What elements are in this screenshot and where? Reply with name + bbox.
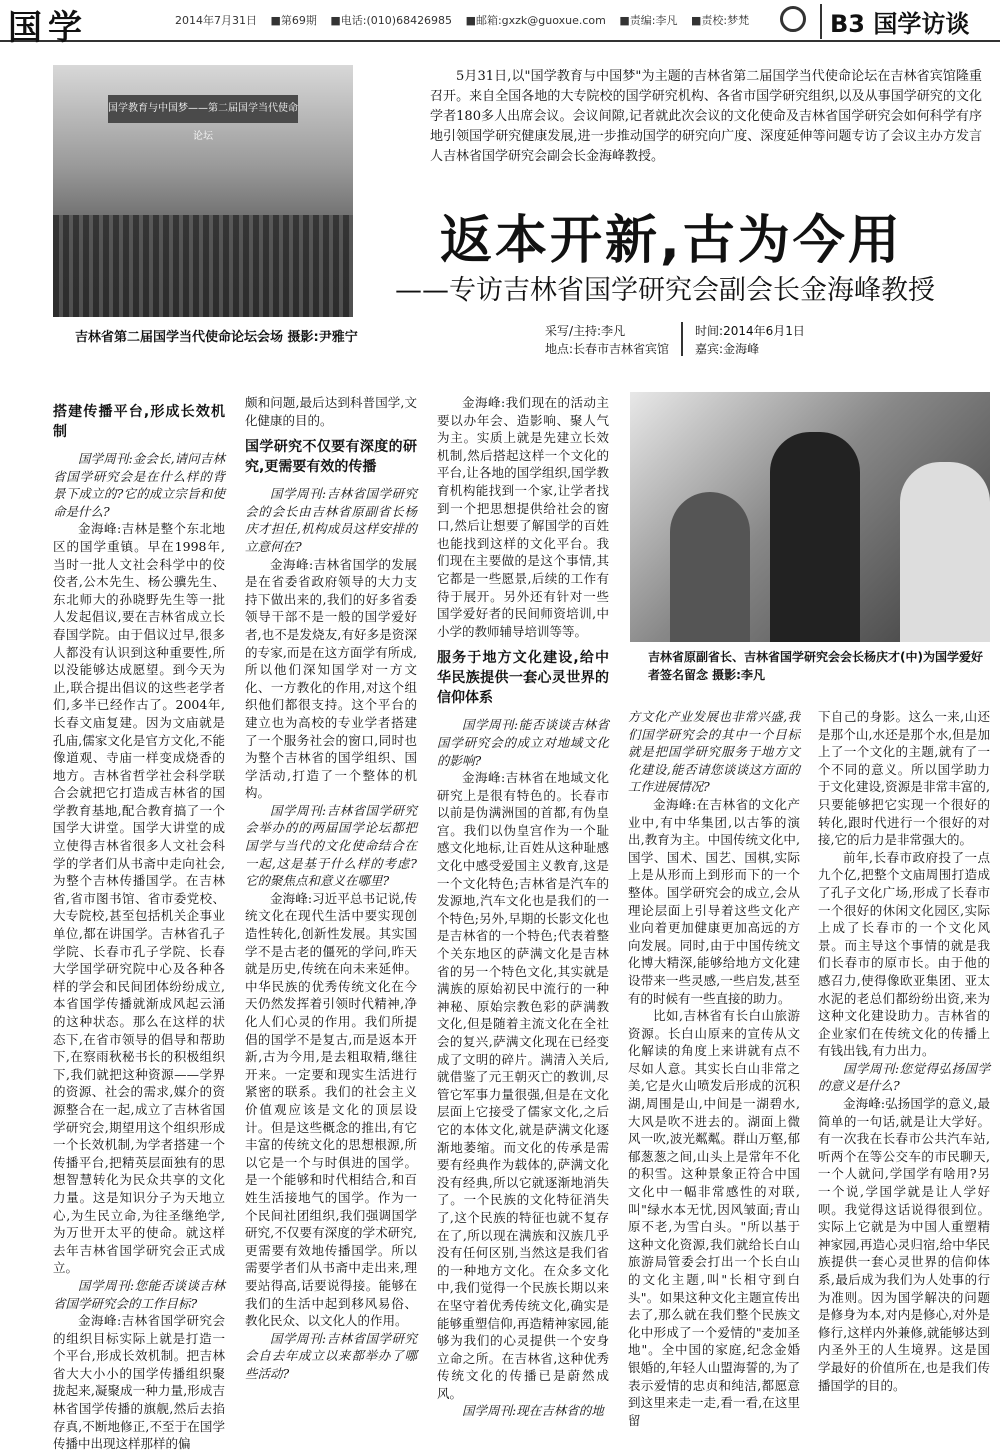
proofreader-credit: ■责校:梦梵 (691, 14, 750, 27)
continued-text: 颇和问题,最后达到科普国学,文化健康的目的。 (245, 395, 417, 428)
question: 国学周刊:现在吉林省的地 (462, 1403, 604, 1419)
article-title: 返本开新,古为今用 (440, 211, 903, 271)
question: 国学周刊:吉林省国学研究会举办的的两届国学论坛都把国学与当代的文化使命结合在一起,这是基于什么样的考虑?它的聚焦点和意义在哪里? (245, 802, 417, 889)
article-column-3 (437, 394, 609, 1419)
article-subtitle: ——专访吉林省国学研究会副会长金海峰教授 (395, 275, 935, 306)
answer: 金海峰:吉林省国学研究会的组织目标实际上就是打造一个平台,形成长效机制。把吉林省大大小小的国学传播组织聚拢起来,凝聚成一种力量,形成吉林省国学传播的旗舰,然后去掐存真,不断地修正,不至于在国学传播中出现这样那样的偏 (53, 1313, 225, 1452)
person-silhouette (670, 492, 750, 642)
answer: 金海峰:在吉林省的文化产业中,有中华集团,以古筝的演出,教育为主。中国传统文化中,国学、国术、国艺、国棋,实际上是从形而上到形而下的一个整体。国学研究会的成立,会从理论层面上引导着这些文化产业向着更加健康更加高远的方向发展。同时,由于中国传统文化博大精深,能够给地方文化建设带来一些灵感,一些启发,甚至有的时候有一些直接的助力。 (628, 796, 800, 1006)
contact-email: ■邮箱:gxzk@guoxue.com (465, 14, 606, 27)
header-meta (175, 12, 759, 28)
photo-caption: 吉林省原副省长、吉林省国学研究会会长杨庆才(中)为国学爱好者签名留念 摄影:李凡 (648, 650, 983, 682)
answer: 金海峰:吉林省国学的发展是在省委省政府领导的大力支持下做出来的,我们的好多省委领导干部不是一般的国学爱好者,也不是发烧友,有好多是资深的专家,而是在这方面学有所成,所以他们深知国学对一方文化、一方教化的作用,对这个组织他们都很支持。这个平台的建立也为高校的专业学者搭建了一个服务社会的窗口,同时也为整个吉林省的国学组织、国学活动,打造了一个整体的机构。 (245, 556, 417, 801)
editor-credit: ■责编:李凡 (619, 14, 678, 27)
interview-info (545, 322, 805, 358)
question: 国学周刊:吉林省国学研究会的会长由吉林省原副省长杨庆才担任,机构成员这样安排的立意何在? (245, 486, 417, 554)
photo-banner-text: 国学教育与中国梦——第二届国学当代使命论坛 (108, 95, 298, 123)
answer: 金海峰:吉林是整个东北地区的国学重镇。早在1998年,当时一批人文社会科学中的佼佼者,公木先生、杨公骥先生、东北师大的孙晓野先生等一批人发起倡议,要在吉林省成立长春国学院。由于倡议过早,很多人都没有认识到这种重要性,所以没能够达成愿望。到今天为止,联合提出倡议的这些老学者们,多半已经作古了。2004年,长春文庙复建。因为文庙就是孔庙,儒家文化是官方文化,不能像道观、寺庙一样变成烧香的地方。吉林省哲学社会科学联合会就把它打造成吉林省的国学教育基地,配合教育搞了一个国学大讲堂。国学大讲堂的成立使得吉林省很多人文社会科学的学者们从书斋中走向社会,为整个吉林传播国学。在吉林省,省市图书馆、省市委党校、大专院校,甚至包括机关企事业单位,都在讲国学。吉林省孔子学院、长春市孔子学院、长春大学国学研究院中心及各种各样的学会和民间团体纷纷成立,本省国学传播就渐成风起云涌的这种状态。那么在这样的状态下,在省市领导的倡导和帮助下,在察雨秋秘书长的积极组织下,我们就把这种资源——学界的资源、社会的需求,媒介的资源整合在一起,成立了吉林省国学研究会,期望用这个组织形成一个长效机制,为学者搭建一个传播平台,把精英层面独有的思想智慧转化为民众共享的文化力量。这是知识分子为天地立心,为生民立命,为往圣继绝学,为万世开太平的使命。就这样去年吉林省国学研究会正式成立。 (53, 521, 225, 1276)
person-silhouette (900, 462, 990, 642)
answer: 金海峰:吉林省在地域文化研究上是很有特色的。长春市以前是伪满洲国的首都,有伪皇宫。我们以伪皇宫作为一个耻感文化地标,让百姓从这种耻感文化中感受爱国主义教育,这是一个文化特色;吉林省是汽车的发源地,汽车文化也是我们的一个特色;另外,早期的长影文化也是吉林省的一个特色;代表着整个关东地区的萨满文化是吉林省的另一个特色文化,其实就是满族的原始初民中流行的一种神秘、原始宗教色彩的萨满教文化,但是随着主流文化在全社会的复兴,萨满文化现在已经变成了文明的碎片。满清入关后,就借鉴了元王朝灭亡的教训,尽管它军事力量很强,但是在文化层面上它接受了儒家文化,之后它的本体文化,就是萨满文化逐渐地萎缩。而文化的传承是需要有经典作为载体的,萨满文化没有经典,所以它就逐渐地消失了。一个民族的文化特征消失了,这个民族的特征也就不复存在了,所以现在满族和汉族几乎没有任何区别,当然这是我们省的一种地方文化。在众多文化中,我们觉得一个民族长期以来在坚守着优秀传统文化,确实是能够重塑信仰,再造精神家园,能够为我们的心灵提供一个安身立命之所。在吉林省,这种优秀传统文化的传播已是蔚然成风。 (437, 770, 609, 1401)
answer: 比如,吉林省有长白山旅游资源。长白山原来的宣传从文化解读的角度上来讲就有点不尽如人意。其实长白山非常之美,它是火山喷发后形成的沉积湖,周围是山,中间是一湖碧水,大风是吹不进去的。湖面上微风一吹,波光粼粼。群山万壑,郁郁葱葱之间,山头上是常年不化的积雪。这种景象正符合中国文化中一幅非常感性的对联,叫"绿水本无忧,因风皱面;青山原不老,为雪白头。"所以基于这种文化资源,我们就给长白山旅游局管委会打出一个长白山的文化主题,叫"长相守到白头"。如果这种文化主题宣传出去了,那么就在我们整个民族文化中形成了一个爱情的"麦加圣地"。全中国的家庭,纪念金婚银婚的,年轻人山盟海誓的,为了表示爱情的忠贞和纯洁,都愿意到这里来走一走,看一看,在这里留 (628, 1008, 800, 1428)
interview-writer: 采写/主持:李凡 (545, 324, 626, 338)
article-column-1 (53, 394, 225, 1452)
answer: 金海峰:弘扬国学的意义,最简单的一句话,就是让大学好。有一次我在长春市公共汽车站,听两个在等公交车的市民聊天,一个人就问,学国学有啥用?另一个说,学国学就是让人学好呗。我觉得这话说得很到位。实际上它就是为中国人重塑精神家园,再造心灵归宿,给中华民族提供一套心灵世界的信仰体系,最后成为我们为人处事的行为准则。因为国学解决的问题是修身为本,对内是修心,对外是修行,这样内外兼修,就能够达到内圣外王的人生境界。这是国学最好的价值所在,也是我们传播国学的目的。 (818, 1096, 990, 1393)
question: 国学周刊:您觉得弘扬国学的意义是什么? (818, 1060, 990, 1094)
section-heading: 搭建传播平台,形成长效机制 (53, 404, 225, 440)
article-column-5 (818, 708, 990, 1394)
newspaper-logo: 国学 (8, 8, 88, 48)
interview-guest: 嘉宾:金海峰 (695, 342, 760, 356)
seal-icon (780, 6, 806, 32)
section-heading: 服务于地方文化建设,给中华民族提供一套心灵世界的信仰体系 (437, 650, 609, 707)
forum-venue-photo (53, 65, 353, 317)
person-silhouette (770, 432, 860, 642)
contact-phone: ■电话:(010)68426985 (330, 14, 453, 27)
article-column-2 (245, 394, 417, 1394)
divider (681, 322, 683, 356)
issue-number: ■第69期 (270, 14, 317, 27)
paragraph: 前年,长春市政府投了一点九个亿,把整个文庙周围打造成了孔子文化广场,形成了长春市一个很好的休闲文化园区,实际上成了长春市的一个文化风景。而主导这个事情的就是我们长春市的原市长。由于他的感召力,使得像欧亚集团、亚太水泥的老总们都纷纷出资,来为这种文化建设助力。吉林省的企业家们在传统文化的传播上有钱出钱,有力出力。 (818, 849, 990, 1059)
section-label: B3 国学访谈 (820, 4, 969, 39)
question: 国学周刊:您能否谈谈吉林省国学研究会的工作目标? (53, 1277, 225, 1311)
issue-date: 2014年7月31日 (175, 14, 257, 27)
signing-photo (630, 392, 990, 642)
question: 国学周刊:能否谈谈吉林省国学研究会的成立对地域文化的影响? (437, 717, 609, 768)
photo-caption: 吉林省第二届国学当代使命论坛会场 摄影:尹雅宁 (75, 330, 358, 345)
interview-place: 地点:长春市吉林省宾馆 (545, 342, 670, 356)
question: 方文化产业发展也非常兴盛,我们国学研究会的其中一个目标就是把国学研究服务于地方文化建设,能否请您谈谈这方面的工作进展情况? (628, 709, 800, 795)
question: 国学周刊:吉林省国学研究会自去年成立以来都举办了哪些活动? (245, 1330, 417, 1381)
interview-time: 时间:2014年6月1日 (695, 324, 805, 338)
continued-text: 下自己的身影。这么一来,山还是那个山,水还是那个水,但是加上了一个文化的主题,就有了一个不同的意义。所以国学助力于文化建设,资源是非常丰富的,只要能够把它实现一个很好的转化,跟时代进行一个很好的对接,它的后力是非常强大的。 (818, 709, 990, 848)
section-heading: 国学研究不仅要有深度的研究,更需要有效的传播 (245, 439, 417, 476)
audience-crowd (53, 215, 353, 317)
lead-paragraph: 5月31日,以"国学教育与中国梦"为主题的吉林省第二届国学当代使命论坛在吉林省宾馆隆重召开。来自全国各地的大专院校的国学研究机构、各省市国学研究组织,以及从事国学研究的文化学者180多人出席会议。会议间隙,记者就此次会议的文化使命及吉林省国学研究会如何科学有序地引领国学研究健康发展,进一步推动国学的研究向广度、深度延伸等问题专访了会议主办方发言人吉林省国学研究会副会长金海峰教授。 (430, 69, 982, 164)
page-header (0, 0, 1000, 48)
question: 国学周刊:金会长,请问吉林省国学研究会是在什么样的背景下成立的?它的成立宗旨和使命是什么? (53, 451, 225, 519)
answer: 金海峰:习近平总书记说,传统文化在现代生活中要实现创造性转化,创新性发展。其实国学不是古老的僵死的学问,昨天就是历史,传统在向未来延伸。中华民族的优秀传统文化在今天仍然发挥着引领时代精神,净化人们心灵的作用。我们所提倡的国学不是复古,而是返本开新,古为今用,是去粗取精,继往开来。一定要和现实生活进行紧密的联系。我们的社会主义价值观应该是文化的顶层设计。但是这些概念的推出,有它丰富的传统文化的思想根源,所以它是一个与时俱进的国学。是一个能够和时代相结合,和百姓生活接地气的国学。作为一个民间社团组织,我们强调国学研究,不仅要有深度的学术研究,更需要有效地传播国学。所以需要学者们从书斋中走出来,理要站得高,话要说得接。能够在我们的生活中起到移风易俗、教化民众、以文化人的作用。 (245, 890, 417, 1329)
article-column-4 (628, 708, 800, 1428)
answer: 金海峰:我们现在的活动主要以办年会、造影响、聚人气为主。实质上就是先建立长效机制,然后搭起这样一个文化的平台,让各地的国学组织,国学教育机构能找到一个家,让学者找到一个把思想提供给社会的窗口,然后让想要了解国学的百姓也能找到这样的文化平台。我们现在主要做的是这个事情,其它都是一些愿景,后续的工作有待于展开。另外还有针对一些国学爱好者的民间师资培训,中小学的教师辅导培训等等。 (437, 395, 609, 639)
